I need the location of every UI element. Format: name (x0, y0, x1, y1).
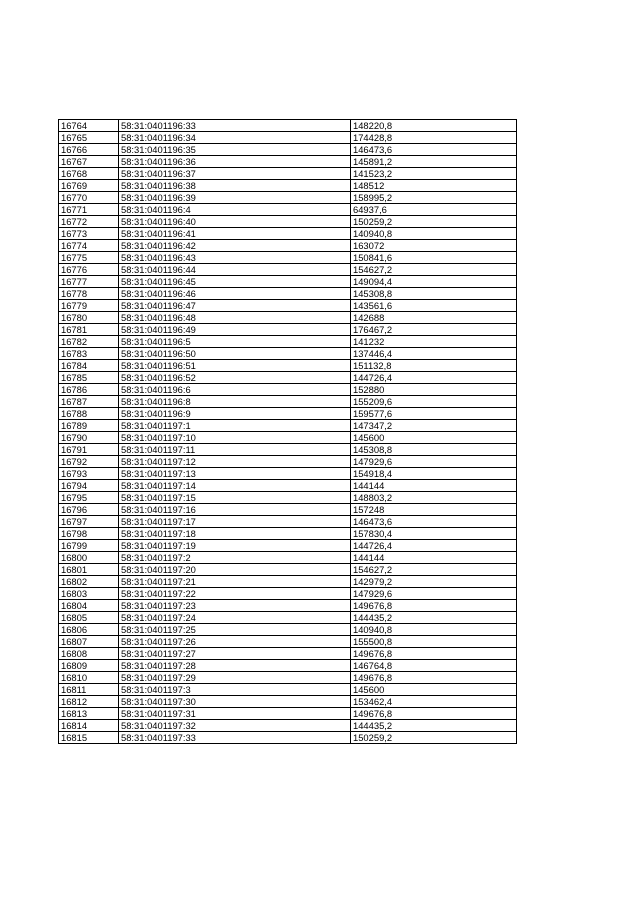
value-cell: 147929,6 (351, 588, 517, 600)
cadastral-number-cell: 58:31:0401197:11 (119, 444, 351, 456)
row-number-cell: 16810 (59, 672, 119, 684)
cadastral-number-cell: 58:31:0401196:6 (119, 384, 351, 396)
row-number-cell: 16794 (59, 480, 119, 492)
cadastral-number-cell: 58:31:0401197:21 (119, 576, 351, 588)
table-row (59, 192, 517, 204)
row-number-cell: 16778 (59, 288, 119, 300)
table-row (59, 300, 517, 312)
table-row (59, 396, 517, 408)
value-cell: 155209,6 (351, 396, 517, 408)
cadastral-number-cell: 58:31:0401196:51 (119, 360, 351, 372)
row-number-cell: 16784 (59, 360, 119, 372)
table-row (59, 540, 517, 552)
cadastral-number-cell: 58:31:0401197:10 (119, 432, 351, 444)
cadastral-number-cell: 58:31:0401196:46 (119, 288, 351, 300)
value-cell: 154627,2 (351, 564, 517, 576)
value-cell: 143561,6 (351, 300, 517, 312)
cadastral-number-cell: 58:31:0401196:49 (119, 324, 351, 336)
table-row (59, 708, 517, 720)
table-row (59, 324, 517, 336)
value-cell: 150841,6 (351, 252, 517, 264)
row-number-cell: 16796 (59, 504, 119, 516)
value-cell: 141232 (351, 336, 517, 348)
value-cell: 151132,8 (351, 360, 517, 372)
cadastral-number-cell: 58:31:0401197:2 (119, 552, 351, 564)
cadastral-number-cell: 58:31:0401197:31 (119, 708, 351, 720)
value-cell: 150259,2 (351, 216, 517, 228)
table-row (59, 492, 517, 504)
table-row (59, 156, 517, 168)
cadastral-number-cell: 58:31:0401196:44 (119, 264, 351, 276)
cadastral-number-cell: 58:31:0401196:8 (119, 396, 351, 408)
row-number-cell: 16777 (59, 276, 119, 288)
row-number-cell: 16782 (59, 336, 119, 348)
cadastral-number-cell: 58:31:0401196:45 (119, 276, 351, 288)
row-number-cell: 16765 (59, 132, 119, 144)
cadastral-number-cell: 58:31:0401196:9 (119, 408, 351, 420)
row-number-cell: 16768 (59, 168, 119, 180)
cadastral-number-cell: 58:31:0401197:12 (119, 456, 351, 468)
table-row (59, 672, 517, 684)
table-row (59, 576, 517, 588)
table-row (59, 468, 517, 480)
value-cell: 148220,8 (351, 120, 517, 132)
row-number-cell: 16793 (59, 468, 119, 480)
cadastral-number-cell: 58:31:0401197:29 (119, 672, 351, 684)
table-row (59, 240, 517, 252)
value-cell: 145891,2 (351, 156, 517, 168)
value-cell: 176467,2 (351, 324, 517, 336)
value-cell: 145308,8 (351, 444, 517, 456)
value-cell: 147347,2 (351, 420, 517, 432)
cadastral-number-cell: 58:31:0401196:41 (119, 228, 351, 240)
cadastral-number-cell: 58:31:0401197:33 (119, 732, 351, 744)
table-row (59, 636, 517, 648)
row-number-cell: 16812 (59, 696, 119, 708)
value-cell: 144144 (351, 480, 517, 492)
cadastral-number-cell: 58:31:0401196:36 (119, 156, 351, 168)
table-row (59, 312, 517, 324)
table-row (59, 528, 517, 540)
row-number-cell: 16776 (59, 264, 119, 276)
table-row (59, 624, 517, 636)
table-row (59, 648, 517, 660)
cadastral-number-cell: 58:31:0401197:19 (119, 540, 351, 552)
row-number-cell: 16797 (59, 516, 119, 528)
value-cell: 149676,8 (351, 708, 517, 720)
table-row (59, 252, 517, 264)
cadastral-number-cell: 58:31:0401197:30 (119, 696, 351, 708)
table-row (59, 180, 517, 192)
row-number-cell: 16764 (59, 120, 119, 132)
value-cell: 145600 (351, 432, 517, 444)
cadastral-number-cell: 58:31:0401196:48 (119, 312, 351, 324)
table-row (59, 612, 517, 624)
table-row (59, 564, 517, 576)
row-number-cell: 16773 (59, 228, 119, 240)
table-row (59, 228, 517, 240)
value-cell: 144435,2 (351, 720, 517, 732)
row-number-cell: 16783 (59, 348, 119, 360)
cadastral-number-cell: 58:31:0401196:43 (119, 252, 351, 264)
table-row (59, 444, 517, 456)
value-cell: 148803,2 (351, 492, 517, 504)
cadastral-number-cell: 58:31:0401197:32 (119, 720, 351, 732)
row-number-cell: 16772 (59, 216, 119, 228)
cadastral-number-cell: 58:31:0401196:47 (119, 300, 351, 312)
value-cell: 157248 (351, 504, 517, 516)
cadastral-number-cell: 58:31:0401197:22 (119, 588, 351, 600)
value-cell: 163072 (351, 240, 517, 252)
row-number-cell: 16815 (59, 732, 119, 744)
row-number-cell: 16798 (59, 528, 119, 540)
cadastral-number-cell: 58:31:0401197:16 (119, 504, 351, 516)
value-cell: 153462,4 (351, 696, 517, 708)
row-number-cell: 16775 (59, 252, 119, 264)
row-number-cell: 16790 (59, 432, 119, 444)
value-cell: 174428,8 (351, 132, 517, 144)
value-cell: 144435,2 (351, 612, 517, 624)
cadastral-number-cell: 58:31:0401197:27 (119, 648, 351, 660)
row-number-cell: 16774 (59, 240, 119, 252)
table-row (59, 552, 517, 564)
table-row (59, 264, 517, 276)
row-number-cell: 16803 (59, 588, 119, 600)
table-row (59, 720, 517, 732)
value-cell: 149676,8 (351, 672, 517, 684)
value-cell: 154627,2 (351, 264, 517, 276)
value-cell: 146473,6 (351, 516, 517, 528)
value-cell: 144726,4 (351, 372, 517, 384)
cadastral-number-cell: 58:31:0401196:40 (119, 216, 351, 228)
table-row (59, 336, 517, 348)
row-number-cell: 16802 (59, 576, 119, 588)
table-row (59, 120, 517, 132)
value-cell: 158995,2 (351, 192, 517, 204)
table-row (59, 168, 517, 180)
value-cell: 137446,4 (351, 348, 517, 360)
value-cell: 145308,8 (351, 288, 517, 300)
value-cell: 146764,8 (351, 660, 517, 672)
table-row (59, 288, 517, 300)
cadastral-number-cell: 58:31:0401197:18 (119, 528, 351, 540)
value-cell: 141523,2 (351, 168, 517, 180)
table-row (59, 408, 517, 420)
cadastral-number-cell: 58:31:0401196:38 (119, 180, 351, 192)
row-number-cell: 16814 (59, 720, 119, 732)
row-number-cell: 16792 (59, 456, 119, 468)
row-number-cell: 16787 (59, 396, 119, 408)
cadastral-number-cell: 58:31:0401196:42 (119, 240, 351, 252)
value-cell: 149094,4 (351, 276, 517, 288)
cadastral-number-cell: 58:31:0401197:26 (119, 636, 351, 648)
cadastral-number-cell: 58:31:0401197:1 (119, 420, 351, 432)
row-number-cell: 16769 (59, 180, 119, 192)
cadastral-number-cell: 58:31:0401196:35 (119, 144, 351, 156)
table-row (59, 732, 517, 744)
table-row (59, 372, 517, 384)
value-cell: 140940,8 (351, 624, 517, 636)
cadastral-number-cell: 58:31:0401196:33 (119, 120, 351, 132)
cadastral-number-cell: 58:31:0401197:25 (119, 624, 351, 636)
table-row (59, 420, 517, 432)
value-cell: 157830,4 (351, 528, 517, 540)
table-row (59, 432, 517, 444)
value-cell: 145600 (351, 684, 517, 696)
data-table (58, 119, 517, 744)
value-cell: 142979,2 (351, 576, 517, 588)
value-cell: 148512 (351, 180, 517, 192)
row-number-cell: 16807 (59, 636, 119, 648)
table-row (59, 204, 517, 216)
value-cell: 140940,8 (351, 228, 517, 240)
cadastral-number-cell: 58:31:0401197:13 (119, 468, 351, 480)
value-cell: 155500,8 (351, 636, 517, 648)
table-row (59, 360, 517, 372)
cadastral-number-cell: 58:31:0401197:28 (119, 660, 351, 672)
table-row (59, 132, 517, 144)
row-number-cell: 16806 (59, 624, 119, 636)
cadastral-number-cell: 58:31:0401197:17 (119, 516, 351, 528)
cadastral-number-cell: 58:31:0401196:34 (119, 132, 351, 144)
cadastral-number-cell: 58:31:0401197:3 (119, 684, 351, 696)
row-number-cell: 16791 (59, 444, 119, 456)
table-row (59, 684, 517, 696)
row-number-cell: 16811 (59, 684, 119, 696)
value-cell: 64937,6 (351, 204, 517, 216)
row-number-cell: 16808 (59, 648, 119, 660)
value-cell: 142688 (351, 312, 517, 324)
cadastral-number-cell: 58:31:0401196:4 (119, 204, 351, 216)
row-number-cell: 16789 (59, 420, 119, 432)
table-row (59, 144, 517, 156)
row-number-cell: 16805 (59, 612, 119, 624)
table-row (59, 696, 517, 708)
table-row (59, 384, 517, 396)
table-row (59, 348, 517, 360)
row-number-cell: 16771 (59, 204, 119, 216)
row-number-cell: 16766 (59, 144, 119, 156)
value-cell: 146473,6 (351, 144, 517, 156)
value-cell: 149676,8 (351, 600, 517, 612)
value-cell: 147929,6 (351, 456, 517, 468)
row-number-cell: 16801 (59, 564, 119, 576)
row-number-cell: 16813 (59, 708, 119, 720)
row-number-cell: 16779 (59, 300, 119, 312)
value-cell: 144726,4 (351, 540, 517, 552)
row-number-cell: 16786 (59, 384, 119, 396)
cadastral-number-cell: 58:31:0401196:52 (119, 372, 351, 384)
cadastral-number-cell: 58:31:0401197:23 (119, 600, 351, 612)
row-number-cell: 16781 (59, 324, 119, 336)
table-row (59, 276, 517, 288)
cadastral-number-cell: 58:31:0401196:50 (119, 348, 351, 360)
value-cell: 150259,2 (351, 732, 517, 744)
table-row (59, 588, 517, 600)
row-number-cell: 16804 (59, 600, 119, 612)
row-number-cell: 16767 (59, 156, 119, 168)
cadastral-number-cell: 58:31:0401196:39 (119, 192, 351, 204)
table-row (59, 216, 517, 228)
row-number-cell: 16788 (59, 408, 119, 420)
row-number-cell: 16785 (59, 372, 119, 384)
value-cell: 152880 (351, 384, 517, 396)
cadastral-number-cell: 58:31:0401197:15 (119, 492, 351, 504)
value-cell: 154918,4 (351, 468, 517, 480)
row-number-cell: 16780 (59, 312, 119, 324)
value-cell: 149676,8 (351, 648, 517, 660)
cadastral-number-cell: 58:31:0401197:24 (119, 612, 351, 624)
cadastral-number-cell: 58:31:0401197:20 (119, 564, 351, 576)
table-row (59, 480, 517, 492)
cadastral-number-cell: 58:31:0401196:5 (119, 336, 351, 348)
cadastral-number-cell: 58:31:0401196:37 (119, 168, 351, 180)
cadastral-number-cell: 58:31:0401197:14 (119, 480, 351, 492)
row-number-cell: 16809 (59, 660, 119, 672)
value-cell: 144144 (351, 552, 517, 564)
value-cell: 159577,6 (351, 408, 517, 420)
table-row (59, 516, 517, 528)
table-row (59, 660, 517, 672)
table-row (59, 600, 517, 612)
row-number-cell: 16799 (59, 540, 119, 552)
table-body (59, 120, 517, 744)
row-number-cell: 16795 (59, 492, 119, 504)
table-row (59, 456, 517, 468)
row-number-cell: 16800 (59, 552, 119, 564)
row-number-cell: 16770 (59, 192, 119, 204)
table-row (59, 504, 517, 516)
